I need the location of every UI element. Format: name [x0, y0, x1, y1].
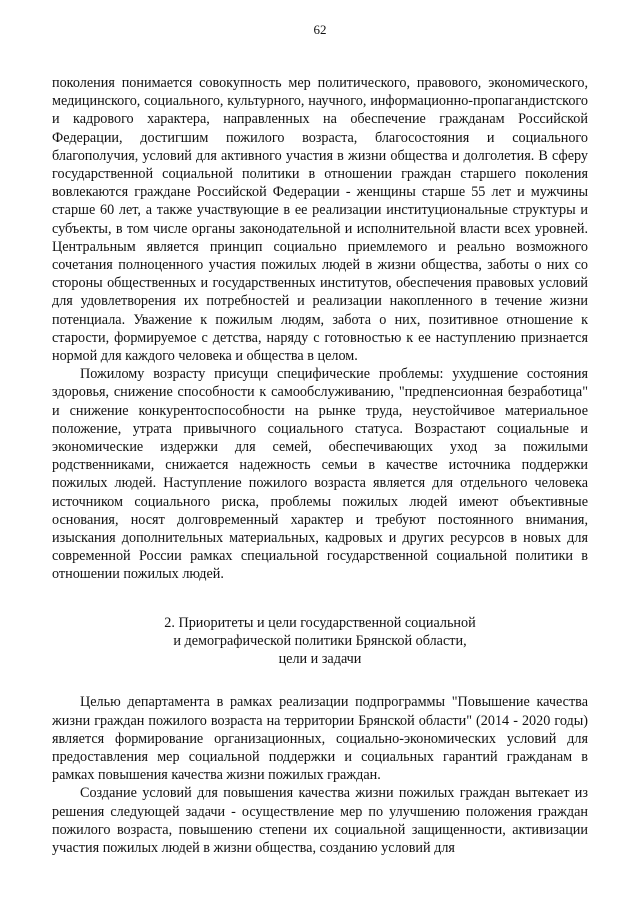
section-heading-line: и демографической политики Брянской области, [173, 632, 467, 649]
paragraph-continued: поколения понимается совокупность мер политического, правового, экономического, медицинского, социального, культурного, научного, информационно-пропагандистского и кадрового характера, направленных на обеспечение гражданам Российской Федерации, достигшим пожилого возраста, благосостояния и социального благополучия, условий для активного участия в жизни общества и долголетия. В сферу государственной социальной политики в отношении граждан старшего поколения вовлекаются граждане Российской Федерации - женщины старше 55 лет и мужчины старше 60 лет, а также участвующие в ее реализации институциональные структуры и субъекты, в том числе органы законодательной и исполнительной власти всех уровней. Центральным является принцип социально приемлемого и реально возможного сочетания полноценного участия пожилых людей в жизни общества, заботы о них со стороны общественных и государственных институтов, обеспечения правовых условий для удовлетворения их потребностей и реализации накопленного в течение жизни потенциала. Уважение к пожилым людям, забота о них, позитивное отношение к старости, формируемое с детства, наряду с готовностью к ее наступлению признается нормой для каждого человека и общества в целом. [52, 75, 588, 365]
section-heading [52, 614, 588, 669]
section-heading-line: цели и задачи [278, 651, 362, 668]
page-number: 62 [313, 22, 327, 37]
section-heading-line: 2. Приоритеты и цели государственной социальной [164, 614, 476, 631]
paragraph: Целью департамента в рамках реализации подпрограммы "Повышение качества жизни граждан пожилого возраста на территории Брянской области" (2014 - 2020 годы) является формирование организационных, социально-экономических условий для предоставления мер социальной поддержки и социальных гарантий гражданам в рамках повышения качества жизни пожилых граждан. [52, 694, 588, 784]
paragraph: Создание условий для повышения качества жизни пожилых граждан вытекает из решения следующей задачи - осуществление мер по улучшению положения граждан пожилого возраста, повышению степени их социальной защищенности, активизации участия пожилых людей в жизни общества, созданию условий для [52, 785, 588, 856]
document-body [52, 74, 588, 857]
paragraph: Пожилому возрасту присущи специфические проблемы: ухудшение состояния здоровья, снижение способности к самообслуживанию, "предпенсионная безработица" и снижение конкурентоспособности на рынке труда, неустойчивое материальное положение, утрата привычного социального статуса. Возрастают социальные и экономические издержки для семей, обеспечивающих уход за пожилыми родственниками, снижается надежность семьи в качестве источника поддержки пожилых людей. Наступление пожилого возраста является для отдельного человека источником социального риска, проблемы пожилых людей имеют объективные основания, носят долговременный характер и требуют постоянного внимания, изыскания дополнительных материальных, кадровых и других ресурсов в новых для современной России рамках специальной государственной социальной политики в отношении пожилых людей. [52, 366, 588, 583]
